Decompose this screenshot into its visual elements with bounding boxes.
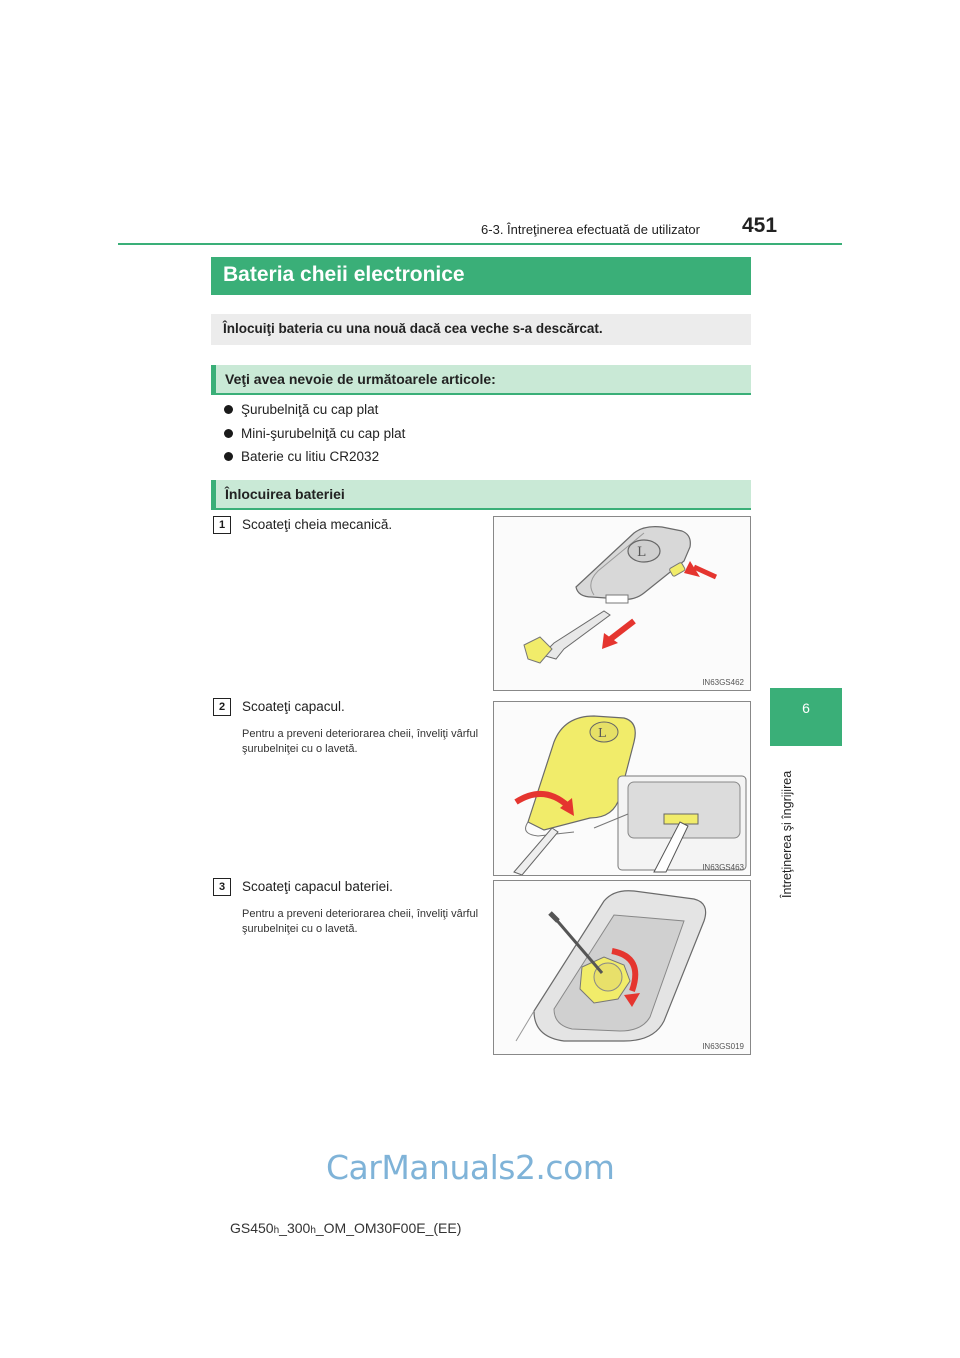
figure-remove-cover — [493, 701, 751, 876]
section-title-bar — [211, 257, 751, 295]
figure-remove-battery-cover — [493, 880, 751, 1055]
step-note: Pentru a preveni deteriorarea cheii, înveliţi vârful şurubelniţei cu o lavetă. — [242, 728, 479, 755]
replace-heading-bar — [211, 480, 751, 510]
battery-illustration — [494, 881, 750, 1054]
chapter-label-container — [772, 758, 802, 898]
watermark: CarManuals2.com — [326, 1148, 615, 1187]
list-item: Baterie cu litiu CR2032 — [224, 449, 379, 464]
heading-accent — [211, 365, 216, 393]
page-number: 451 — [742, 214, 778, 237]
chapter-number: 6 — [802, 700, 810, 716]
list-item: Şurubelniţă cu cap plat — [224, 402, 378, 417]
figure-code: IN63GS462 — [702, 678, 744, 687]
step-note: Pentru a preveni deteriorarea cheii, înveliţi vârful şurubelniţei cu o lavetă. — [242, 908, 479, 935]
footer-model-code: GS450h_300h_OM_OM30F00E_(EE) — [230, 1220, 462, 1236]
bullet-icon — [224, 452, 233, 461]
bullet-icon — [224, 429, 233, 438]
header-divider — [118, 243, 842, 245]
cover-illustration — [494, 702, 750, 875]
intro-box — [211, 314, 751, 345]
list-item: Mini-şurubelniţă cu cap plat — [224, 426, 405, 441]
items-heading: Veţi avea nevoie de următoarele articole: — [225, 371, 496, 387]
chapter-label: Întreţinerea şi îngrijirea — [780, 770, 794, 898]
bullet-icon — [224, 405, 233, 414]
step-text: Scoateţi capacul. — [242, 699, 345, 714]
step-text: Scoateţi capacul bateriei. — [242, 879, 393, 894]
replace-heading: Înlocuirea bateriei — [225, 486, 345, 502]
heading-accent — [211, 480, 216, 508]
svg-text:L: L — [598, 726, 606, 740]
step-number: 1 — [213, 516, 231, 534]
key-illustration — [494, 517, 750, 690]
step-number: 2 — [213, 698, 231, 716]
intro-text: Înlocuiţi bateria cu una nouă dacă cea veche s-a descărcat. — [223, 321, 603, 336]
items-heading-bar — [211, 365, 751, 395]
chapter-tab — [770, 688, 842, 746]
svg-text:L: L — [637, 545, 646, 560]
figure-remove-mechanical-key — [493, 516, 751, 691]
header-section-title: 6-3. Întreţinerea efectuată de utilizator — [481, 222, 700, 237]
figure-code: IN63GS019 — [702, 1042, 744, 1051]
figure-code: IN63GS463 — [702, 863, 744, 872]
section-title: Bateria cheii electronice — [223, 263, 465, 286]
step-text: Scoateţi cheia mecanică. — [242, 517, 393, 532]
step-number: 3 — [213, 878, 231, 896]
